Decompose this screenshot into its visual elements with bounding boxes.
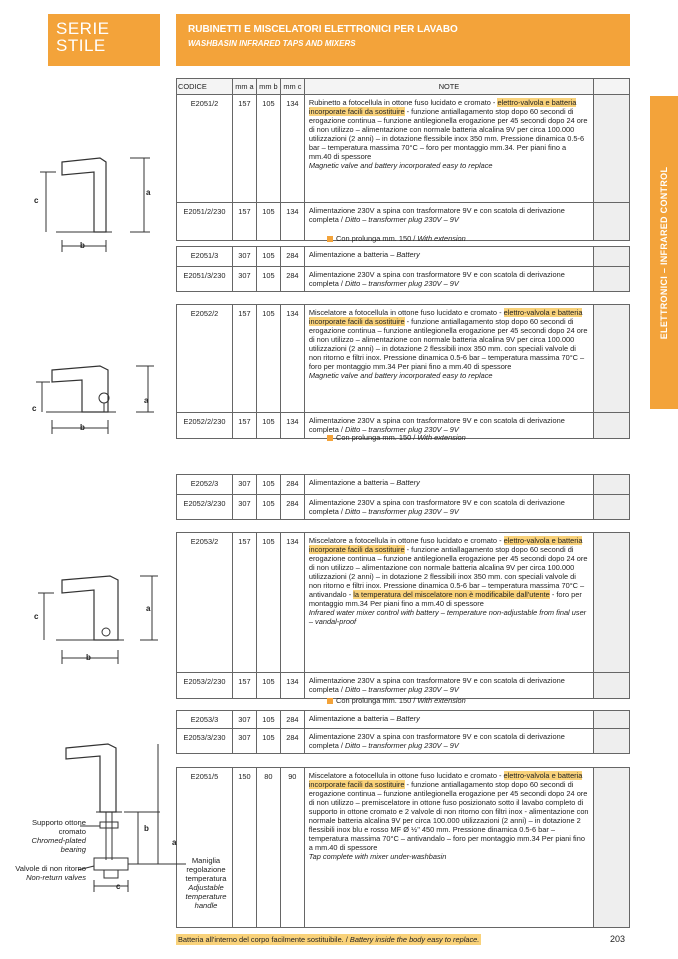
dim-c-label: c (32, 404, 37, 413)
cell-blank (594, 673, 630, 699)
cell-note (304, 267, 593, 292)
note-text: Alimentazione 230V a spina con trasformatore 9V e con scatola di derivazione completa / (308, 498, 565, 516)
callout-handle: Maniglia regolazione temperatura Adjustable temperature handle (185, 856, 227, 910)
note-text: Alimentazione 230V a spina con trasformatore 9V e con scatola di derivazione completa / (308, 416, 565, 434)
note-text: Alimentazione a batteria – (308, 478, 397, 487)
orange-square-icon (327, 236, 333, 242)
cell-blank (594, 95, 630, 203)
cell-b: 105 (256, 475, 280, 495)
cell-code: E2052/3/230 (177, 495, 233, 520)
cell-a: 307 (232, 495, 256, 520)
note-text: Alimentazione a batteria – (308, 714, 397, 723)
note-text: - foro per montaggio mm.34 Per piani fino a mm.40 di spessore (308, 590, 582, 608)
cell-b: 105 (256, 729, 280, 754)
section-subtitle: WASHBASIN INFRARED TAPS AND MIXERS (188, 39, 356, 48)
table-row (177, 247, 630, 267)
cell-note (304, 729, 593, 754)
cell-note (304, 247, 593, 267)
note-english: Ditto – transformer plug 230V – 9V (345, 741, 459, 750)
section-header (176, 14, 630, 66)
note-english: Ditto – transformer plug 230V – 9V (345, 279, 459, 288)
extension-note: Con prolunga mm. 150 / With extension (327, 696, 466, 705)
cell-blank (594, 305, 630, 413)
cell-code: E2053/2 (177, 533, 233, 673)
dim-b-label: b (80, 241, 85, 250)
column-header: mm c (280, 79, 304, 95)
note-english: Battery (396, 714, 420, 723)
highlight-text: elettro-valvola e batteria incorporate facili da sostituire (308, 771, 583, 789)
cell-code: E2051/5 (177, 768, 233, 928)
table-row (177, 533, 630, 673)
note-english: Ditto – transformer plug 230V – 9V (345, 215, 459, 224)
cell-a: 150 (232, 768, 256, 928)
section-title: RUBINETTI E MISCELATORI ELETTRONICI PER LAVABO (188, 24, 458, 35)
column-header: mm a (232, 79, 256, 95)
tap-drawing-2 (36, 366, 154, 434)
cell-code: E2053/2/230 (177, 673, 233, 699)
cell-a: 157 (232, 533, 256, 673)
cell-b: 105 (256, 203, 280, 241)
cell-code: E2051/2/230 (177, 203, 233, 241)
cell-b: 105 (256, 495, 280, 520)
note-text: - funzione antiallagamento stop dopo 60 secondi di erogazione continua – funzione antilegionella erogazione per 45 secondi dopo 24 ore di non utilizzo – alimentazione con normale batteria alcalina 9V per circa 100.000 utilizzazioni (2 anni) – in dotazione 2 flessibili inox 350 mm. con speciali valvole di non ritorno e filtri inox. Pressione dinamica 0.5-6 bar – temperatura massima 70°C – antivandalo - (308, 545, 588, 599)
table-row (177, 673, 630, 699)
page-number: 203 (610, 934, 626, 944)
tap-drawing-3 (38, 576, 158, 664)
note-english: Tap complete with mixer under-washbasin (308, 852, 447, 861)
cell-b: 105 (256, 305, 280, 413)
cell-b: 80 (256, 768, 280, 928)
cell-blank (594, 768, 630, 928)
table-row (177, 267, 630, 292)
cell-b: 105 (256, 711, 280, 729)
note-text: Alimentazione 230V a spina con trasformatore 9V e con scatola di derivazione completa / (308, 270, 565, 288)
cell-b: 105 (256, 533, 280, 673)
cell-b: 105 (256, 413, 280, 439)
callout-support: Supporto ottone cromato Chromed-plated bearing (31, 818, 86, 854)
product-table (176, 304, 630, 439)
cell-code: E2053/3/230 (177, 729, 233, 754)
note-english: Ditto – transformer plug 230V – 9V (345, 507, 459, 516)
cell-c: 90 (280, 768, 304, 928)
note-english: Magnetic valve and battery incorporated easy to replace (308, 371, 493, 380)
cell-c: 134 (280, 203, 304, 241)
cell-code: E2053/3 (177, 711, 233, 729)
table-row (177, 475, 630, 495)
note-english: Battery (396, 478, 420, 487)
cell-blank (594, 203, 630, 241)
note-text: Alimentazione a batteria – (308, 250, 397, 259)
table-row (177, 95, 630, 203)
note-text: Miscelatore a fotocellula in ottone fuso lucidato e cromato - (308, 771, 504, 780)
cell-c: 284 (280, 495, 304, 520)
cell-c: 284 (280, 711, 304, 729)
side-tab (650, 96, 678, 409)
cell-blank (594, 267, 630, 292)
product-table (176, 710, 630, 754)
note-text: - funzione antiallagamento stop dopo 60 secondi di erogazione continua – funzione antilegionella erogazione per 45 secondi dopo 24 ore di non utilizzo – alimentazione con normale batteria alcalina 9V per circa 100.000 utilizzazioni (2 anni) – in dotazione flessibile inox 350 mm. Pressione dinamica 0.5-6 bar – temperatura massima 70°C – foro per montaggio mm.34. Per piani fino a mm.40 di spessore (308, 107, 588, 161)
product-table (176, 767, 630, 928)
cell-c: 284 (280, 475, 304, 495)
side-tab-label: ELETTRONICI – INFRARED CONTROL (659, 166, 669, 339)
dim-c-label: c (34, 612, 39, 621)
note-text: - funzione antiallagamento stop dopo 60 secondi di erogazione continua – funzione antilegionella erogazione per 45 secondi dopo 24 ore di non utilizzo – alimentazione con normale batteria alcalina 9V per circa 100.000 utilizzazioni (2 anni) – in dotazione 2 flessibili inox 350 mm. con speciali valvole di non ritorno e filtri inox. Pressione dinamica 0.5-6 bar – temperatura massima 70°C – foro per montaggio mm.34 Per piani fino a mm.40 di spessore (308, 317, 588, 371)
note-text: Alimentazione 230V a spina con trasformatore 9V e con scatola di derivazione completa / (308, 206, 565, 224)
series-title: SERIE STILE (56, 19, 110, 55)
column-header: CODICE (177, 79, 233, 95)
tap-drawing-1 (40, 158, 150, 252)
cell-a: 307 (232, 267, 256, 292)
cell-note (304, 533, 593, 673)
highlight-text: elettro-valvola e batteria incorporate facili da sostituire (308, 98, 577, 116)
footer-note: Batteria all'interno del corpo facilmente sostituibile. / Battery inside the body easy to replace. (178, 935, 480, 944)
cell-a: 157 (232, 413, 256, 439)
highlight-text: elettro-valvola e batteria incorporate facili da sostituire (308, 308, 583, 326)
column-header: NOTE (304, 79, 593, 95)
product-table (176, 474, 630, 520)
cell-c: 134 (280, 413, 304, 439)
note-text: Miscelatore a fotocellula in ottone fuso lucidato e cromato - (308, 536, 504, 545)
cell-c: 284 (280, 729, 304, 754)
cell-blank (594, 475, 630, 495)
cell-a: 157 (232, 95, 256, 203)
cell-code: E2052/3 (177, 475, 233, 495)
note-text: Alimentazione 230V a spina con trasformatore 9V e con scatola di derivazione completa / (308, 676, 565, 694)
cell-note (304, 495, 593, 520)
cell-b: 105 (256, 673, 280, 699)
dim-b-label: b (144, 824, 149, 833)
cell-a: 307 (232, 247, 256, 267)
note-english: Infrared water mixer control with battery – temperature non-adjustable from final user – vandal-proof (308, 608, 587, 626)
table-row (177, 305, 630, 413)
table-row (177, 495, 630, 520)
highlight-text: elettro-valvola e batteria incorporate facili da sostituire (308, 536, 583, 554)
note-english: Ditto – transformer plug 230V – 9V (345, 685, 459, 694)
series-badge (48, 14, 160, 66)
cell-c: 134 (280, 533, 304, 673)
callout-valves: Valvole di non ritorno Non-return valves (15, 864, 86, 882)
cell-a: 157 (232, 305, 256, 413)
orange-square-icon (327, 698, 333, 704)
cell-code: E2052/2/230 (177, 413, 233, 439)
cell-a: 157 (232, 673, 256, 699)
dim-c-label: c (116, 882, 121, 891)
cell-c: 134 (280, 305, 304, 413)
note-text: Alimentazione 230V a spina con trasformatore 9V e con scatola di derivazione completa / (308, 732, 565, 750)
column-header-blank (594, 79, 630, 95)
cell-blank (594, 711, 630, 729)
table-row (177, 711, 630, 729)
dim-b-label: b (86, 653, 91, 662)
note-text: Rubinetto a fotocellula in ottone fuso lucidato e cromato - (308, 98, 498, 107)
cell-note (304, 673, 593, 699)
cell-b: 105 (256, 267, 280, 292)
table-row (177, 768, 630, 928)
note-english: Ditto – transformer plug 230V – 9V (345, 425, 459, 434)
extension-note: Con prolunga mm. 150 / With extension (327, 433, 466, 442)
highlight-text: la temperatura del miscelatore non è modificabile dall'utente (353, 590, 550, 599)
dim-a-label: a (144, 396, 149, 405)
cell-code: E2052/2 (177, 305, 233, 413)
cell-code: E2051/2 (177, 95, 233, 203)
cell-note (304, 711, 593, 729)
product-table (176, 532, 630, 699)
note-english: Magnetic valve and battery incorporated easy to replace (308, 161, 493, 170)
cell-blank (594, 413, 630, 439)
cell-c: 134 (280, 95, 304, 203)
table-row (177, 729, 630, 754)
cell-blank (594, 247, 630, 267)
note-english: Battery (396, 250, 420, 259)
cell-note (304, 475, 593, 495)
cell-c: 284 (280, 247, 304, 267)
note-text: - funzione antiallagamento stop dopo 60 secondi di erogazione continua – funzione antilegionella erogazione per 45 secondi dopo 24 ore di non utilizzo – premiscelatore in ottone fuso posizionato sotto il lavabo completo di supporto in ottone cromato e 2 valvole di non ritorno con filtri inox - alimentazione con normale batteria alcalina 9V per circa 100.000 utilizzazioni (2 anni) – in dotazione 2 flessibili inox blu e rosso MF Ø ½" 450 mm. Pressione dinamica 0.5-6 bar – temperatura massima 70°C – antivandalo – foro per montaggio mm.34 Per piani fino a mm.40 di spessore (308, 780, 589, 852)
cell-code: E2051/3/230 (177, 267, 233, 292)
product-table (176, 246, 630, 292)
product-table (176, 78, 630, 241)
cell-a: 307 (232, 711, 256, 729)
cell-a: 157 (232, 203, 256, 241)
cell-c: 134 (280, 673, 304, 699)
cell-note (304, 768, 593, 928)
dim-c-label: c (34, 196, 39, 205)
cell-note (304, 305, 593, 413)
cell-blank (594, 495, 630, 520)
column-header: mm b (256, 79, 280, 95)
dim-b-label: b (80, 423, 85, 432)
cell-note (304, 95, 593, 203)
dim-a-label: a (146, 188, 151, 197)
dim-a-label: a (172, 838, 177, 847)
cell-a: 307 (232, 475, 256, 495)
cell-c: 284 (280, 267, 304, 292)
cell-b: 105 (256, 247, 280, 267)
extension-note: Con prolunga mm. 150 / With extension (327, 234, 466, 243)
cell-b: 105 (256, 95, 280, 203)
cell-blank (594, 533, 630, 673)
cell-code: E2051/3 (177, 247, 233, 267)
note-text: Miscelatore a fotocellula in ottone fuso lucidato e cromato - (308, 308, 504, 317)
orange-square-icon (327, 435, 333, 441)
cell-a: 307 (232, 729, 256, 754)
cell-blank (594, 729, 630, 754)
dim-a-label: a (146, 604, 151, 613)
